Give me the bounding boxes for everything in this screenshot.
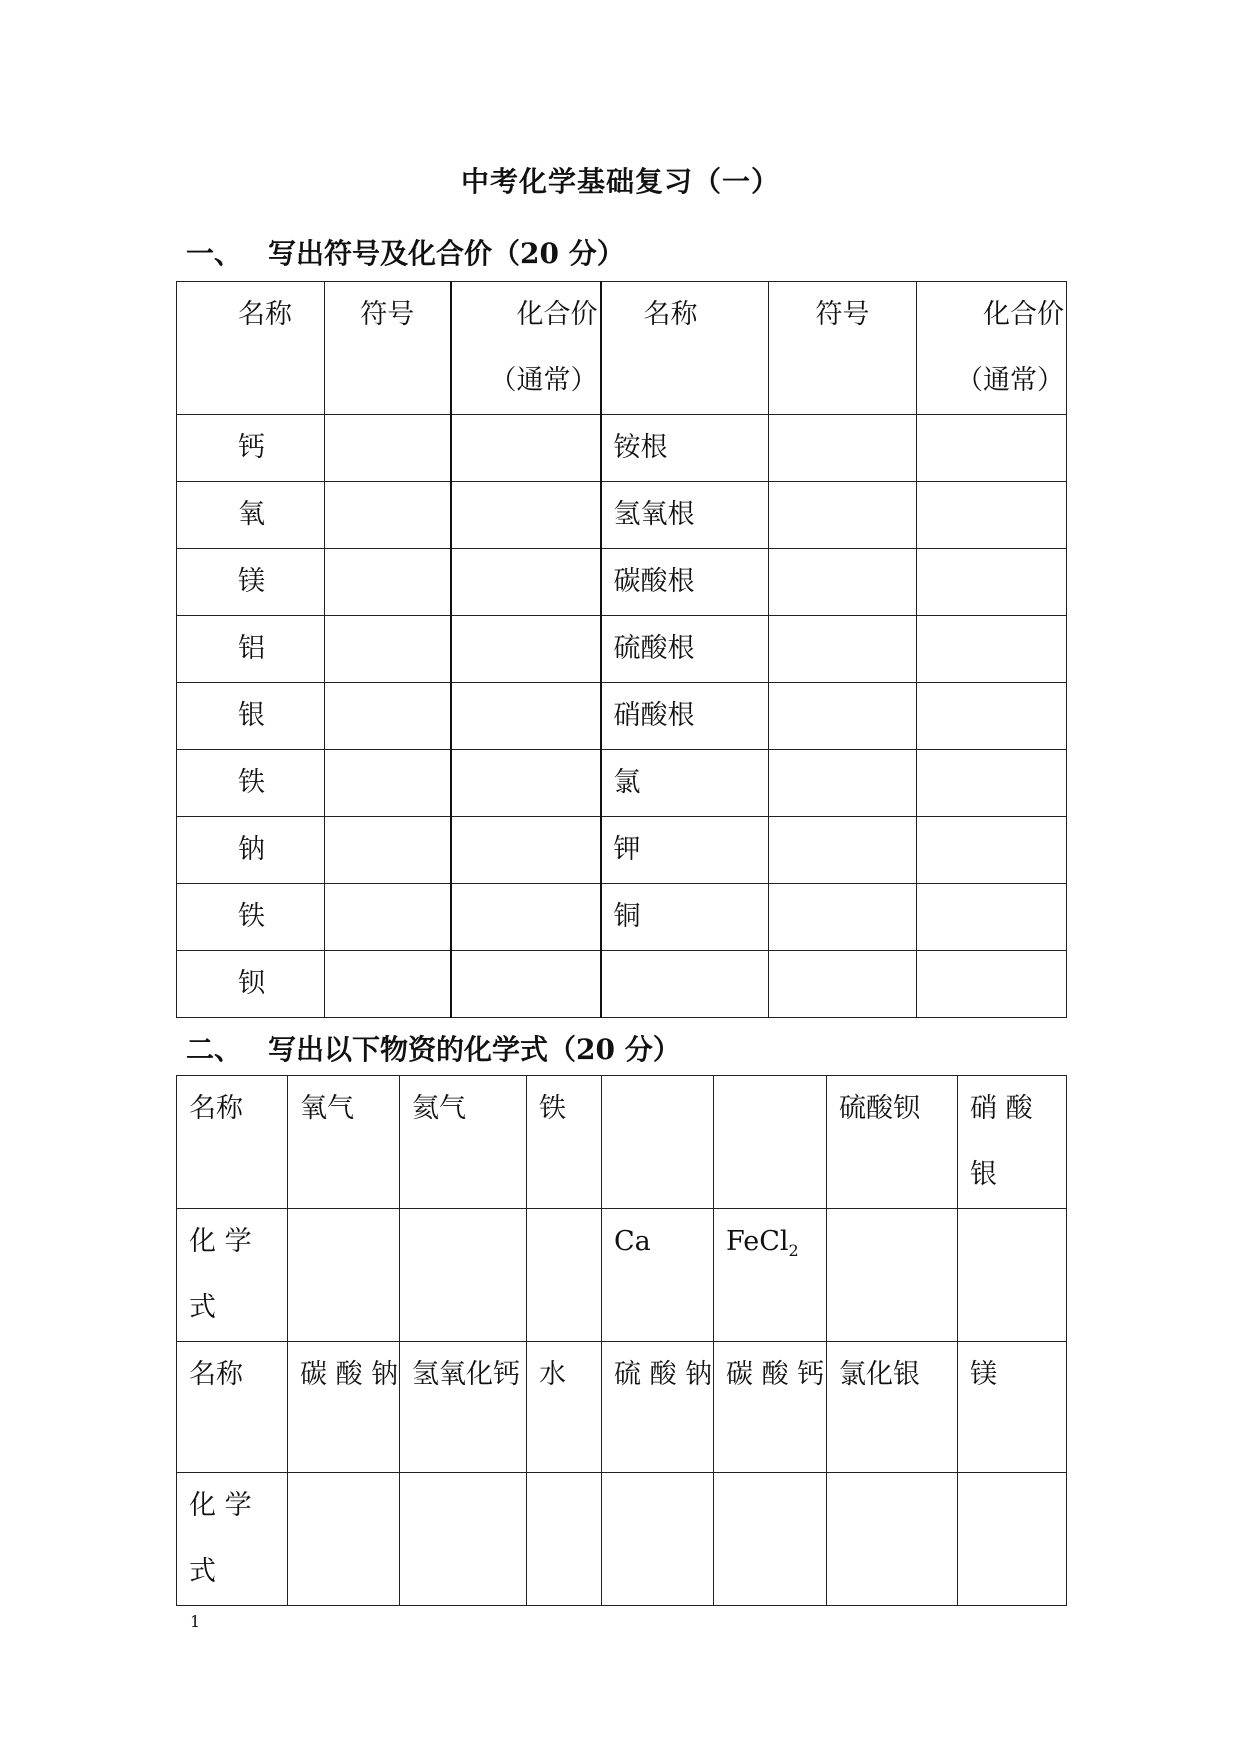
substance-name: 碳 酸 钠 bbox=[288, 1342, 400, 1473]
symbol-blank[interactable] bbox=[769, 683, 917, 750]
substance-name: 氦气 bbox=[400, 1076, 527, 1209]
radical-name: 氢氧根 bbox=[601, 482, 769, 549]
symbol-blank[interactable] bbox=[325, 951, 451, 1018]
symbol-blank[interactable] bbox=[769, 951, 917, 1018]
header-name-1: 名称 bbox=[177, 282, 325, 415]
radical-name: 铵根 bbox=[601, 415, 769, 482]
valence-blank[interactable] bbox=[451, 549, 601, 616]
valence-blank[interactable] bbox=[917, 683, 1067, 750]
section-2-heading bbox=[186, 1028, 681, 1068]
radical-name: 硝酸根 bbox=[601, 683, 769, 750]
element-name: 铁 bbox=[177, 884, 325, 951]
formula-blank[interactable] bbox=[958, 1473, 1067, 1606]
valence-blank[interactable] bbox=[917, 951, 1067, 1018]
formula-blank[interactable] bbox=[827, 1473, 958, 1606]
table-row bbox=[177, 1473, 1067, 1606]
element-name: 钙 bbox=[177, 415, 325, 482]
symbol-blank[interactable] bbox=[769, 482, 917, 549]
section-1-label: 写出符号及化合价（20 分） bbox=[268, 237, 625, 270]
substance-name: 碳 酸 钙 bbox=[714, 1342, 827, 1473]
element-name: 钠 bbox=[177, 817, 325, 884]
element-name: 钡 bbox=[177, 951, 325, 1018]
valence-blank[interactable] bbox=[451, 884, 601, 951]
table-row bbox=[177, 616, 1067, 683]
formula-blank[interactable] bbox=[400, 1473, 527, 1606]
element-name: 铁 bbox=[177, 750, 325, 817]
header-valence-1-line1: 化合价 bbox=[516, 299, 598, 330]
valence-blank[interactable] bbox=[917, 415, 1067, 482]
symbol-blank[interactable] bbox=[769, 884, 917, 951]
chemical-formula-table bbox=[176, 1075, 1067, 1606]
section-1-number: 一、 bbox=[186, 237, 243, 270]
formula-blank[interactable] bbox=[827, 1209, 958, 1342]
radical-name: 氯 bbox=[601, 750, 769, 817]
formula-blank[interactable] bbox=[958, 1209, 1067, 1342]
table-row bbox=[177, 750, 1067, 817]
symbol-blank[interactable] bbox=[325, 482, 451, 549]
table-row bbox=[177, 415, 1067, 482]
section-2-label: 写出以下物资的化学式（20 分） bbox=[268, 1033, 681, 1066]
formula-given bbox=[714, 1209, 827, 1342]
substance-name: 氢氧化钙 bbox=[400, 1342, 527, 1473]
valence-blank[interactable] bbox=[917, 817, 1067, 884]
valence-blank[interactable] bbox=[917, 750, 1067, 817]
valence-blank[interactable] bbox=[451, 951, 601, 1018]
symbol-blank[interactable] bbox=[325, 616, 451, 683]
substance-name: 水 bbox=[527, 1342, 602, 1473]
page-number: 1 bbox=[190, 1612, 201, 1631]
header-valence-2-line1: 化合价 bbox=[983, 299, 1064, 330]
section-1-heading bbox=[186, 232, 625, 272]
symbol-blank[interactable] bbox=[325, 415, 451, 482]
radical-name bbox=[601, 951, 769, 1018]
symbol-blank[interactable] bbox=[325, 549, 451, 616]
formula-blank[interactable] bbox=[602, 1473, 714, 1606]
symbol-blank[interactable] bbox=[769, 817, 917, 884]
table-row bbox=[177, 482, 1067, 549]
table-row bbox=[177, 951, 1067, 1018]
substance-name: 硫酸钡 bbox=[827, 1076, 958, 1209]
formula-blank[interactable] bbox=[527, 1209, 602, 1342]
page-title: 中考化学基础复习（一） bbox=[460, 165, 780, 198]
symbol-valence-table bbox=[176, 281, 1067, 1018]
valence-blank[interactable] bbox=[451, 750, 601, 817]
valence-blank[interactable] bbox=[451, 616, 601, 683]
header-symbol-1: 符号 bbox=[325, 282, 451, 415]
header-symbol-2: 符号 bbox=[769, 282, 917, 415]
radical-name: 钾 bbox=[601, 817, 769, 884]
row-label-formula: 化 学 式 bbox=[177, 1473, 288, 1606]
valence-blank[interactable] bbox=[451, 683, 601, 750]
formula-base: FeCl bbox=[726, 1226, 789, 1257]
section-2-number: 二、 bbox=[186, 1033, 243, 1066]
header-name-2: 名称 bbox=[601, 282, 769, 415]
formula-blank[interactable] bbox=[288, 1209, 400, 1342]
element-name: 氧 bbox=[177, 482, 325, 549]
row-label-formula: 化 学 式 bbox=[177, 1209, 288, 1342]
table-row bbox=[177, 1209, 1067, 1342]
valence-blank[interactable] bbox=[917, 616, 1067, 683]
substance-name: 硝 酸 银 bbox=[958, 1076, 1067, 1209]
symbol-blank[interactable] bbox=[769, 549, 917, 616]
element-name: 镁 bbox=[177, 549, 325, 616]
table-header-row bbox=[177, 282, 1067, 415]
element-name: 银 bbox=[177, 683, 325, 750]
valence-blank[interactable] bbox=[917, 884, 1067, 951]
table-row bbox=[177, 884, 1067, 951]
substance-name: 氧气 bbox=[288, 1076, 400, 1209]
header-valence-2-line2: （通常） bbox=[956, 365, 1064, 396]
substance-name-blank[interactable] bbox=[602, 1076, 714, 1209]
table-row bbox=[177, 1342, 1067, 1473]
symbol-blank[interactable] bbox=[325, 884, 451, 951]
element-name: 铝 bbox=[177, 616, 325, 683]
formula-blank[interactable] bbox=[527, 1473, 602, 1606]
formula-given: Ca bbox=[602, 1209, 714, 1342]
table-row bbox=[177, 549, 1067, 616]
formula-blank[interactable] bbox=[288, 1473, 400, 1606]
valence-blank[interactable] bbox=[451, 482, 601, 549]
formula-blank[interactable] bbox=[714, 1473, 827, 1606]
valence-blank[interactable] bbox=[451, 817, 601, 884]
header-valence-1 bbox=[451, 282, 601, 415]
formula-blank[interactable] bbox=[400, 1209, 527, 1342]
table-row bbox=[177, 1076, 1067, 1209]
row-label-name: 名称 bbox=[177, 1342, 288, 1473]
substance-name: 硫 酸 钠 bbox=[602, 1342, 714, 1473]
header-valence-2 bbox=[917, 282, 1067, 415]
substance-name: 镁 bbox=[958, 1342, 1067, 1473]
symbol-blank[interactable] bbox=[325, 683, 451, 750]
radical-name: 铜 bbox=[601, 884, 769, 951]
formula-subscript: 2 bbox=[788, 1241, 799, 1260]
valence-blank[interactable] bbox=[451, 415, 601, 482]
substance-name-blank[interactable] bbox=[714, 1076, 827, 1209]
symbol-blank[interactable] bbox=[769, 616, 917, 683]
symbol-blank[interactable] bbox=[769, 750, 917, 817]
table-row bbox=[177, 683, 1067, 750]
valence-blank[interactable] bbox=[917, 549, 1067, 616]
header-valence-1-line2: （通常） bbox=[489, 365, 598, 396]
substance-name: 氯化银 bbox=[827, 1342, 958, 1473]
table-row bbox=[177, 817, 1067, 884]
radical-name: 碳酸根 bbox=[601, 549, 769, 616]
row-label-name: 名称 bbox=[177, 1076, 288, 1209]
symbol-blank[interactable] bbox=[325, 817, 451, 884]
symbol-blank[interactable] bbox=[325, 750, 451, 817]
radical-name: 硫酸根 bbox=[601, 616, 769, 683]
substance-name: 铁 bbox=[527, 1076, 602, 1209]
valence-blank[interactable] bbox=[917, 482, 1067, 549]
symbol-blank[interactable] bbox=[769, 415, 917, 482]
